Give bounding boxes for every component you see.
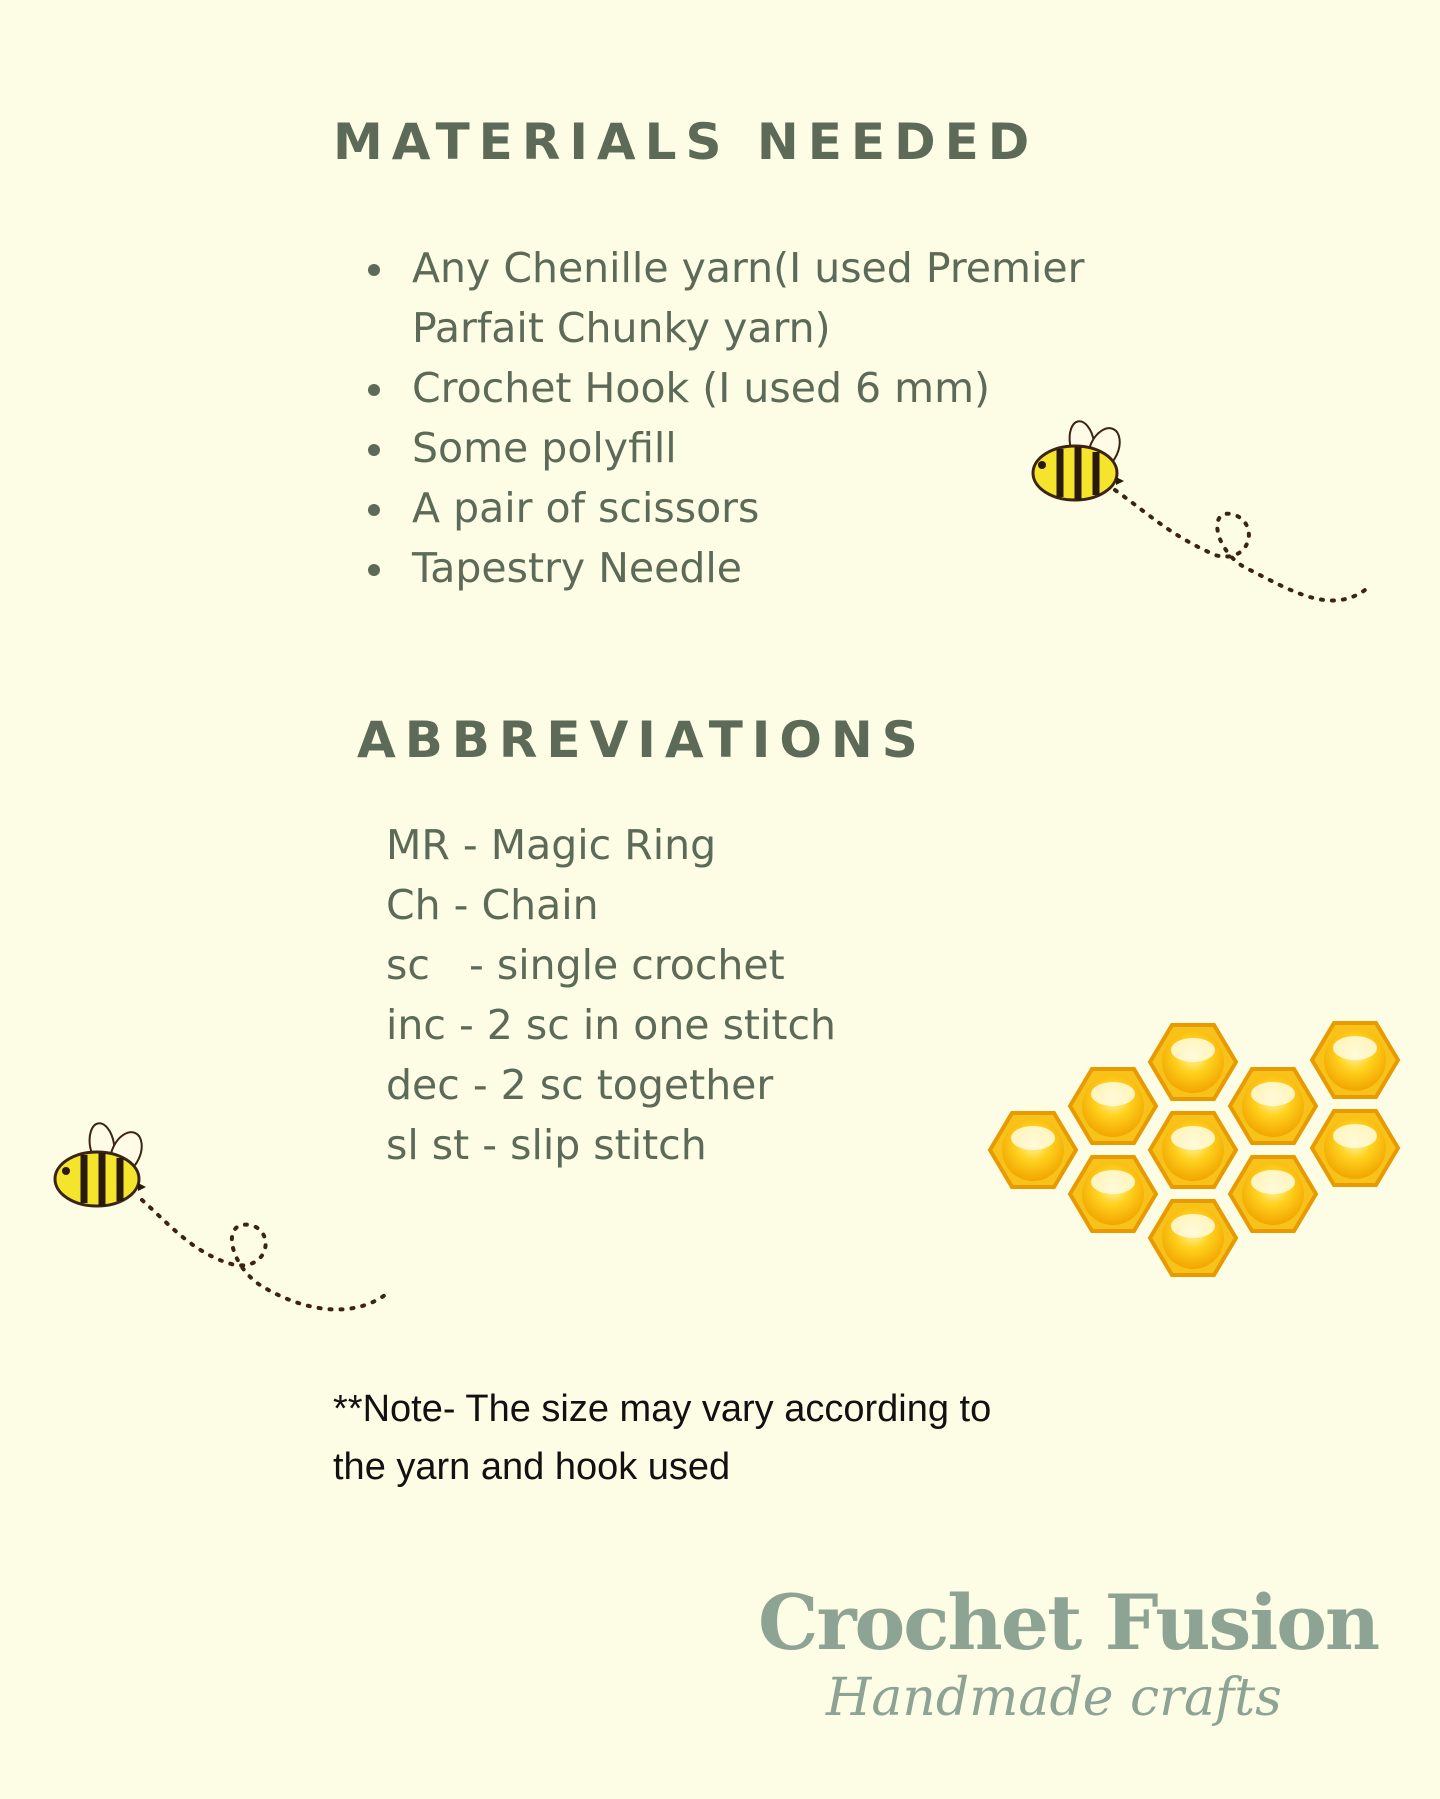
list-item: sc - single crochet <box>386 941 785 989</box>
abbreviations-heading: ABBREVIATIONS <box>357 711 927 769</box>
bee-icon <box>1020 405 1380 625</box>
list-item: inc - 2 sc in one stitch <box>386 1001 836 1049</box>
list-item: Some polyfill <box>360 418 1120 478</box>
brand-subtitle: Handmade crafts <box>826 1668 1282 1728</box>
note-line: the yarn and hook used <box>333 1446 731 1488</box>
list-item: Tapestry Needle <box>360 538 1120 598</box>
list-item: A pair of scissors <box>360 478 1120 538</box>
honeycomb-icon <box>985 1000 1420 1290</box>
brand-title: Crochet Fusion <box>758 1578 1379 1667</box>
list-item: Ch - Chain <box>386 881 599 929</box>
list-item: sl st - slip stitch <box>386 1121 707 1169</box>
bee-icon <box>50 1115 390 1335</box>
list-item: dec - 2 sc together <box>386 1061 774 1109</box>
list-item: Crochet Hook (I used 6 mm) <box>360 358 1120 418</box>
list-item: MR - Magic Ring <box>386 821 717 869</box>
materials-heading: MATERIALS NEEDED <box>333 113 1039 171</box>
note-line: **Note- The size may vary according to <box>333 1388 992 1430</box>
materials-list <box>360 238 1120 598</box>
note-text <box>333 1380 1133 1496</box>
list-item: Any Chenille yarn(I used Premier Parfait Chunky yarn) <box>360 238 1120 358</box>
abbreviations-list <box>386 815 1026 1175</box>
